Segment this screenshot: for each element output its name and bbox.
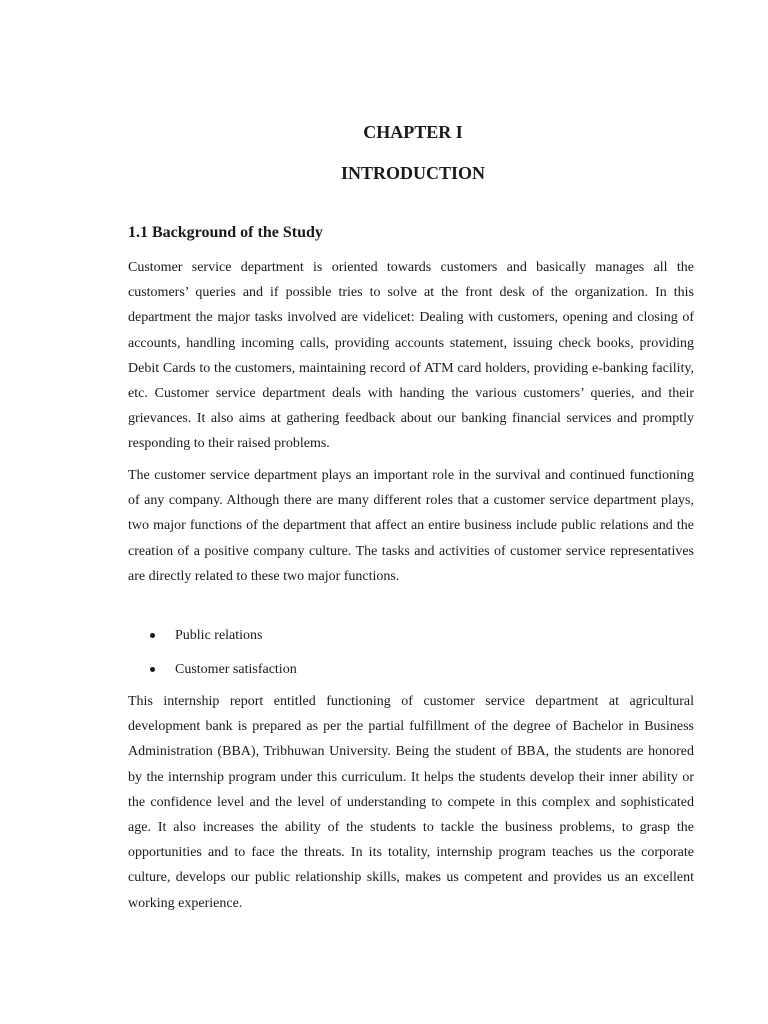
paragraph-internship-report: This internship report entitled functioning of customer service department at agricultural development bank is prepared as per the partial fulfillment of the degree of Bachelor in Business Administration (BBA), Tribhuwan University. Being the student of BBA, the students are honored by the internship program under this curriculum. It helps the students develop their inner ability or the confidence level and the level of understanding to compete in this complex and sophisticated age. It also increases the ability of the students to tackle the business problems, to grasp the opportunities and to face the threats. In its totality, internship program teaches us the corporate culture, develops our public relationship skills, makes us competent and provides us an excellent working experience. (128, 694, 694, 911)
list-item-label: Customer satisfaction (175, 662, 297, 677)
list-item (128, 623, 297, 657)
bullet-icon (150, 667, 155, 672)
bullet-icon (150, 633, 155, 638)
paragraph-customer-service-department: Customer service department is oriented towards customers and basically manages all the customers’ queries and if possible tries to solve at the front desk of the organization. In this department the major tasks involved are videlicet: Dealing with customers, opening and closing of accounts, handling incoming calls, providing accounts statement, issuing check books, providing Debit Cards to the customers, maintaining record of ATM card holders, providing e-banking facility, etc. Customer service department deals with handing the various customers’ queries, and their grievances. It also aims at gathering feedback about our banking financial services and promptly responding to their raised problems. (128, 260, 694, 452)
chapter-title: INTRODUCTION (340, 163, 486, 183)
functions-list (128, 623, 297, 691)
section-heading: 1.1 Background of the Study (128, 224, 323, 241)
paragraph-department-role: The customer service department plays an important role in the survival and continued functioning of any company. Although there are many different roles that a customer service department plays, two major functions of the department that affect an entire business include public relations and the creation of a positive company culture. The tasks and activities of customer service representatives are directly related to these two major functions. (128, 468, 694, 584)
list-item (128, 657, 297, 691)
list-item-label: Public relations (175, 628, 263, 643)
chapter-label: CHAPTER I (363, 122, 463, 142)
